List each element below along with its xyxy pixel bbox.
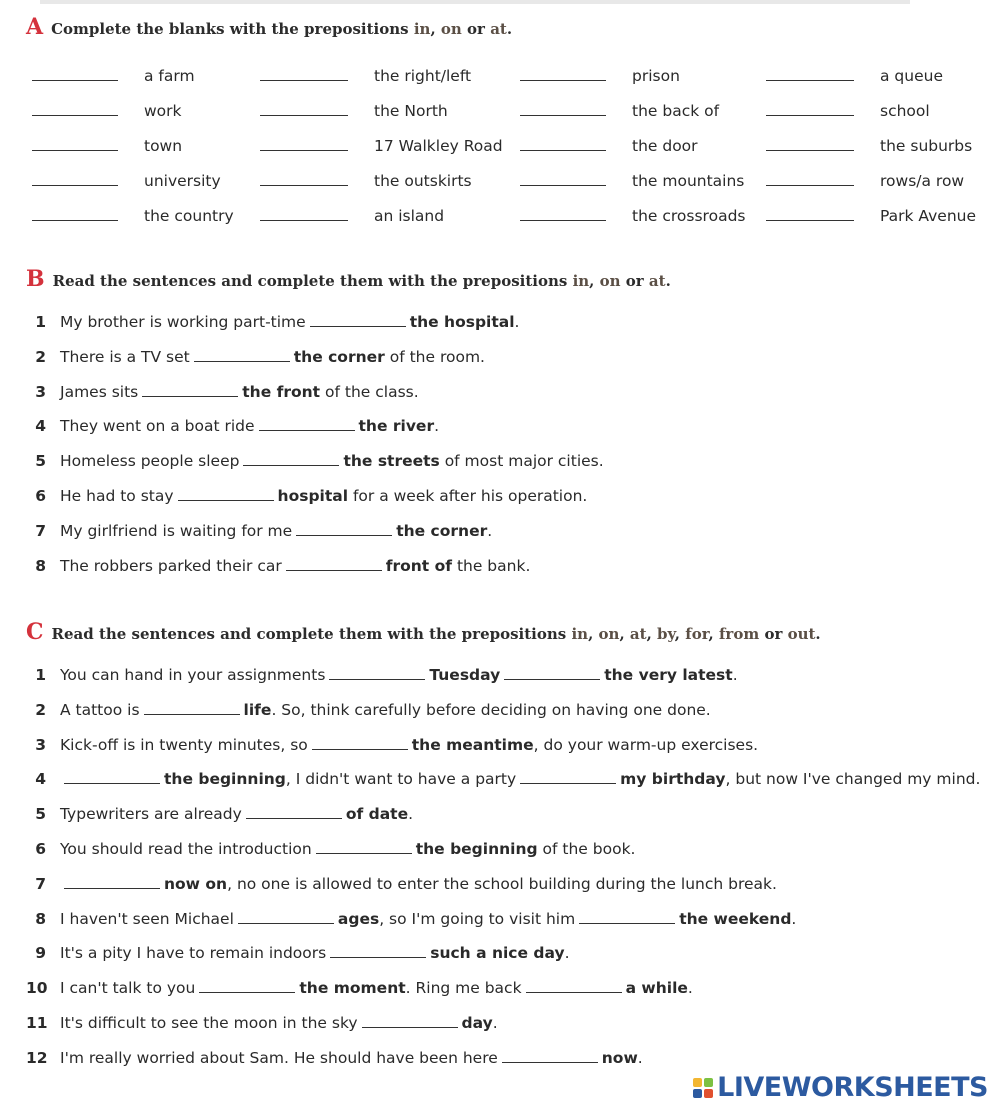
bold-phrase: the weekend <box>679 909 792 928</box>
bold-phrase: the beginning <box>415 840 538 858</box>
section-a-letter: A <box>26 14 44 40</box>
answer-blank[interactable] <box>579 911 675 924</box>
answer-blank[interactable] <box>142 384 238 397</box>
answer-blank[interactable] <box>259 418 355 431</box>
section-b-sentence <box>26 313 519 331</box>
sentence-text: of the book. <box>537 840 636 858</box>
sentence-number: 3 <box>35 735 46 754</box>
answer-blank[interactable] <box>32 171 118 186</box>
preposition-word: at <box>629 625 647 643</box>
section-a-item <box>766 136 972 155</box>
sentence-text: I haven't seen Michael <box>60 909 234 928</box>
bold-phrase: the very latest <box>604 666 733 684</box>
section-a-item <box>260 101 448 120</box>
section-b-sentence <box>26 557 530 575</box>
sentence-number: 7 <box>35 874 46 893</box>
bold-phrase: the corner <box>293 347 385 366</box>
sentence-text: The robbers parked their car <box>60 556 282 575</box>
answer-blank[interactable] <box>766 171 854 186</box>
answer-blank[interactable] <box>502 1050 598 1063</box>
answer-blank[interactable] <box>238 911 334 924</box>
section-c-heading <box>26 619 821 645</box>
sentence-text: . <box>564 944 570 963</box>
sentence-text: My girlfriend is waiting for me <box>60 521 293 540</box>
bold-phrase: the hospital <box>409 313 515 331</box>
section-a-item <box>520 171 744 190</box>
bold-phrase: the meantime <box>411 735 534 754</box>
sentence-text: James sits <box>60 382 139 401</box>
answer-blank[interactable] <box>144 702 240 715</box>
sentence-text: , I didn't want to have a party <box>285 770 517 789</box>
preposition-word: on <box>598 625 620 643</box>
sentence-text: , no one is allowed to enter the school building during the lunch break. <box>227 874 777 893</box>
section-a-phrase: the right/left <box>374 67 472 85</box>
logo-square <box>693 1089 702 1098</box>
sentence-number: 2 <box>35 700 46 719</box>
section-c-sentence <box>26 944 570 962</box>
answer-blank[interactable] <box>520 771 616 784</box>
liveworksheets-logo-icon <box>693 1078 713 1098</box>
bold-phrase: a while <box>625 979 688 998</box>
sentence-text: I'm really worried about Sam. He should have been here <box>60 1048 498 1067</box>
section-c-sentence <box>26 979 693 997</box>
logo-square <box>693 1078 702 1087</box>
section-a-item <box>766 206 976 225</box>
sentence-text: the bank. <box>452 556 531 575</box>
bold-phrase: the moment <box>299 979 406 998</box>
logo-square <box>704 1089 713 1098</box>
answer-blank[interactable] <box>32 136 118 151</box>
answer-blank[interactable] <box>520 136 606 151</box>
sentence-text: . <box>408 805 414 824</box>
sentence-number: 4 <box>35 417 46 436</box>
section-b-heading <box>26 266 671 292</box>
sentence-text: I can't talk to you <box>60 979 196 998</box>
answer-blank[interactable] <box>32 206 118 221</box>
logo-square <box>704 1078 713 1087</box>
sentence-number: 10 <box>26 979 48 998</box>
section-b-letter: B <box>26 266 45 292</box>
sentence-number: 12 <box>26 1048 48 1067</box>
sentence-text: . <box>732 666 738 684</box>
answer-blank[interactable] <box>260 171 348 186</box>
section-a-phrase: Park Avenue <box>880 207 977 225</box>
section-a-item <box>766 66 943 85</box>
sentence-text: It's difficult to see the moon in the sky <box>60 1014 358 1032</box>
sentence-number: 2 <box>35 347 46 366</box>
answer-blank[interactable] <box>316 841 412 854</box>
answer-blank[interactable] <box>178 488 274 501</box>
answer-blank[interactable] <box>246 806 342 819</box>
liveworksheets-logo-text: LIVEWORKSHEETS <box>717 1072 988 1103</box>
preposition-word: out <box>787 625 816 643</box>
section-a-phrase: the back of <box>632 102 720 120</box>
answer-blank[interactable] <box>312 737 408 750</box>
sentence-text: They went on a boat ride <box>60 417 255 436</box>
sentence-number: 5 <box>35 452 46 471</box>
section-a-phrase: school <box>880 102 930 120</box>
section-a-item <box>260 136 503 155</box>
section-a-item <box>260 66 471 85</box>
section-b-sentence <box>26 417 439 435</box>
answer-blank[interactable] <box>260 66 348 81</box>
bold-phrase: now <box>601 1048 638 1067</box>
answer-blank[interactable] <box>520 206 606 221</box>
sentence-text: of most major cities. <box>439 452 604 471</box>
sentence-text: . <box>791 909 797 928</box>
sentence-text: Typewriters are already <box>60 805 242 824</box>
section-a-phrase: prison <box>632 67 680 85</box>
sentence-number: 6 <box>35 487 46 505</box>
answer-blank[interactable] <box>766 136 854 151</box>
sentence-text: , do your warm-up exercises. <box>533 735 759 754</box>
answer-blank[interactable] <box>526 980 622 993</box>
answer-blank[interactable] <box>286 558 382 571</box>
bold-phrase: Tuesday <box>429 666 501 684</box>
preposition-word: for <box>685 625 709 643</box>
sentence-text: Homeless people sleep <box>60 452 240 471</box>
answer-blank[interactable] <box>260 136 348 151</box>
bold-phrase: my birthday <box>620 770 726 789</box>
section-c-sentence <box>26 701 711 719</box>
preposition-word: in <box>571 625 589 643</box>
answer-blank[interactable] <box>520 66 606 81</box>
section-a-grid <box>0 0 1000 240</box>
answer-blank[interactable] <box>310 314 406 327</box>
answer-blank[interactable] <box>504 667 600 680</box>
section-a-phrase: the outskirts <box>374 172 472 190</box>
sentence-text: , but now I've changed my mind. <box>725 770 981 789</box>
preposition-word: from <box>718 625 760 643</box>
sentence-text: . Ring me back <box>405 979 522 998</box>
section-a-phrase: rows/a row <box>880 172 965 190</box>
section-c-sentence <box>26 666 738 684</box>
sentence-number: 7 <box>35 521 46 540</box>
sentence-number: 4 <box>35 770 46 789</box>
section-a-item <box>32 206 234 225</box>
sentence-number: 9 <box>35 944 46 963</box>
sentence-text: . <box>637 1048 643 1067</box>
section-a-phrase: town <box>144 137 183 155</box>
preposition-word: at <box>648 272 666 290</box>
section-a-item <box>766 101 930 120</box>
sentence-text: It's a pity I have to remain indoors <box>60 944 327 963</box>
section-c-sentence <box>26 736 758 754</box>
sentence-number: 8 <box>35 909 46 928</box>
answer-blank[interactable] <box>520 101 606 116</box>
sentence-text: . <box>492 1014 498 1032</box>
section-a-phrase: the suburbs <box>880 137 973 155</box>
section-c-letter: C <box>26 619 44 645</box>
sentence-text: , so I'm going to visit him <box>379 909 576 928</box>
section-a-item <box>32 101 182 120</box>
answer-blank[interactable] <box>260 206 348 221</box>
bold-phrase: ages <box>337 909 380 928</box>
answer-blank[interactable] <box>243 453 339 466</box>
bold-phrase: front of <box>385 556 453 575</box>
section-a-instruction: Complete the blanks with the prepositions in, on or at. <box>51 20 513 38</box>
sentence-text: . <box>434 417 440 436</box>
section-a-phrase: the country <box>144 207 234 225</box>
sentence-text: My brother is working part-time <box>60 313 306 331</box>
sentence-text: You should read the introduction <box>60 840 312 858</box>
bold-phrase: hospital <box>277 487 349 505</box>
sentence-text: for a week after his operation. <box>348 487 588 505</box>
section-b-sentence <box>26 487 587 505</box>
section-c-sentence <box>26 1049 643 1067</box>
answer-blank[interactable] <box>32 101 118 116</box>
bold-phrase: now on <box>164 874 228 893</box>
section-b-sentence <box>26 383 419 401</box>
section-c-sentence <box>26 910 796 928</box>
section-a-item <box>520 136 698 155</box>
section-c-sentence <box>26 805 413 823</box>
bold-phrase: the beginning <box>164 770 286 789</box>
sentence-text: There is a TV set <box>60 347 190 366</box>
sentence-text: . <box>514 313 520 331</box>
answer-blank[interactable] <box>199 980 295 993</box>
sentence-text: . <box>487 521 493 540</box>
sentence-text: of the room. <box>384 347 485 366</box>
answer-blank[interactable] <box>766 66 854 81</box>
section-c-instruction: Read the sentences and complete them with the prepositions in, on, at, by, for, from or out. <box>51 625 821 643</box>
sentence-number: 6 <box>35 840 46 858</box>
answer-blank[interactable] <box>296 523 392 536</box>
section-a-phrase: a queue <box>880 67 943 85</box>
section-a-phrase: a farm <box>144 67 195 85</box>
sentence-number: 1 <box>35 666 46 684</box>
preposition-word: by <box>657 625 675 643</box>
section-a-phrase: the door <box>632 137 698 155</box>
section-c-sentence <box>26 875 777 893</box>
sentence-text: A tattoo is <box>60 700 140 719</box>
sentence-number: 3 <box>35 382 46 401</box>
sentence-number: 11 <box>26 1014 48 1032</box>
section-c-sentence <box>26 770 980 788</box>
section-a-item <box>766 171 964 190</box>
answer-blank[interactable] <box>766 206 854 221</box>
answer-blank[interactable] <box>260 101 348 116</box>
section-c-sentence <box>26 840 635 858</box>
preposition-word: in <box>413 20 431 38</box>
preposition-word: on <box>599 272 621 290</box>
section-a-phrase: 17 Walkley Road <box>374 137 503 155</box>
section-a-phrase: work <box>144 102 182 120</box>
sentence-text: . So, think carefully before deciding on having one done. <box>271 700 711 719</box>
bold-phrase: the streets <box>343 452 440 471</box>
bold-phrase: the corner <box>396 521 488 540</box>
answer-blank[interactable] <box>362 1015 458 1028</box>
answer-blank[interactable] <box>64 876 160 889</box>
answer-blank[interactable] <box>32 66 118 81</box>
sentence-text: You can hand in your assignments <box>60 666 326 684</box>
answer-blank[interactable] <box>520 171 606 186</box>
sentence-text: Kick-off is in twenty minutes, so <box>60 735 308 754</box>
section-a-item <box>32 66 195 85</box>
bold-phrase: such a nice day <box>430 944 565 963</box>
liveworksheets-logo <box>693 1072 988 1103</box>
sentence-number: 8 <box>35 556 46 575</box>
sentence-number: 1 <box>35 313 46 331</box>
bold-phrase: of date <box>345 805 409 824</box>
section-c-sentence <box>26 1014 498 1032</box>
answer-blank[interactable] <box>329 667 425 680</box>
bold-phrase: the front <box>242 382 321 401</box>
answer-blank[interactable] <box>766 101 854 116</box>
bold-phrase: life <box>243 700 272 719</box>
sentence-text: . <box>687 979 693 998</box>
preposition-word: at <box>490 20 507 38</box>
answer-blank[interactable] <box>330 945 426 958</box>
bold-phrase: the river <box>358 417 435 436</box>
section-b-sentence <box>26 522 492 540</box>
section-a-item <box>32 171 221 190</box>
section-a-item <box>520 66 680 85</box>
section-a-item <box>260 206 444 225</box>
section-a-phrase: the crossroads <box>632 207 746 225</box>
bold-phrase: day <box>461 1014 493 1032</box>
section-b-sentence <box>26 348 485 366</box>
answer-blank[interactable] <box>194 349 290 362</box>
preposition-word: in <box>572 272 590 290</box>
sentence-text: of the class. <box>320 382 419 401</box>
section-a-phrase: the mountains <box>632 172 745 190</box>
sentence-number: 5 <box>35 805 46 824</box>
section-a-item <box>520 206 745 225</box>
preposition-word: on <box>440 20 462 38</box>
section-a-item <box>32 136 182 155</box>
section-a-phrase: an island <box>374 207 445 225</box>
section-a-item <box>520 101 719 120</box>
section-a-item <box>260 171 472 190</box>
section-a-phrase: university <box>144 172 221 190</box>
section-b-sentence <box>26 452 604 470</box>
section-a-phrase: the North <box>374 102 448 120</box>
sentence-text: He had to stay <box>60 487 174 505</box>
section-b-instruction: Read the sentences and complete them with the prepositions in, on or at. <box>52 272 671 290</box>
answer-blank[interactable] <box>64 771 160 784</box>
